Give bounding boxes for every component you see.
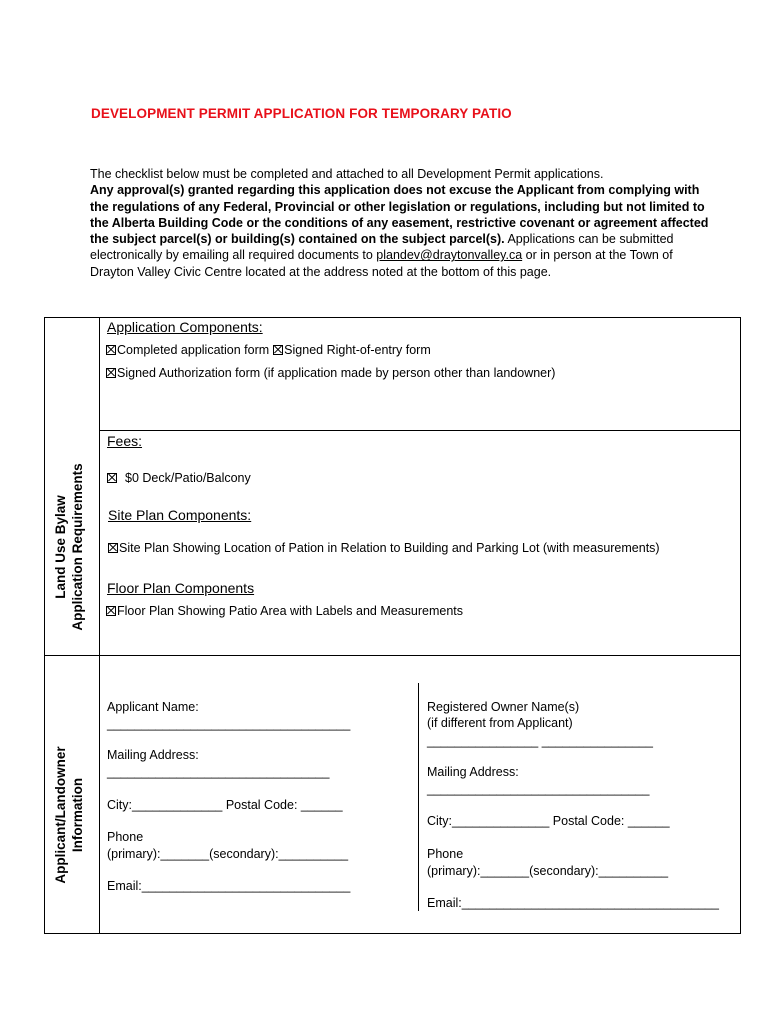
fees-heading: Fees: [107, 433, 143, 449]
table-divider-owner [418, 683, 419, 911]
site-plan-heading: Site Plan Components: [108, 507, 252, 523]
owner-name-field[interactable]: ________________ ________________ [427, 734, 653, 748]
floor-plan-heading: Floor Plan Components [107, 580, 255, 596]
email-link[interactable]: plandev@draytonvalley.ca [376, 248, 523, 263]
checked-box-icon[interactable] [106, 606, 116, 616]
applicant-name-field[interactable]: ___________________________________ [107, 717, 351, 731]
table-divider-components [99, 430, 741, 431]
applicant-city-postal-field[interactable]: City:_____________ Postal Code: ______ [107, 798, 343, 812]
checked-box-icon[interactable] [107, 473, 117, 483]
checklist-item[interactable]: Completed application form Signed Right-of-entry form [106, 343, 431, 357]
owner-name-label: Registered Owner Name(s) [427, 700, 580, 714]
checked-box-icon[interactable] [106, 368, 116, 378]
applicant-email-field[interactable]: Email:______________________________ [107, 879, 351, 893]
page-title: DEVELOPMENT PERMIT APPLICATION FOR TEMPORARY PATIO [91, 106, 512, 121]
intro-address-text: or in person at the Town of Drayton Valley Civic Centre located at the address noted at the bottom of this page. [90, 248, 673, 279]
checklist-item[interactable]: Site Plan Showing Location of Pation in Relation to Building and Parking Lot (with measurements) [108, 541, 660, 555]
intro-submission-text: Applications can be submitted electronically by emailing all required documents to [90, 232, 674, 263]
checklist-item[interactable]: Signed Authorization form (if application made by person other than landowner) [106, 366, 555, 380]
intro-line: The checklist below must be completed and attached to all Development Permit applications. [90, 167, 604, 181]
requirements-table [44, 317, 741, 934]
owner-city-postal-field[interactable]: City:______________ Postal Code: ______ [427, 814, 670, 828]
checked-box-icon[interactable] [106, 345, 116, 355]
side-label-applicant: Applicant/Landowner Information [53, 746, 85, 884]
intro-disclaimer: Any approval(s) granted regarding this application does not excuse the Applicant from complying with the regulations of any Federal, Provincial or other legislation or regulations, including but not limited to the Alberta Building Code or the conditions of any easement, restrictive covenant or agreement affected the subject parcel(s) or building(s) contained on the subject parcel(s). [90, 183, 709, 247]
owner-mailing-label: Mailing Address: [427, 765, 519, 779]
application-components-heading: Application Components: [107, 319, 263, 335]
owner-mailing-field[interactable]: ________________________________ [427, 782, 650, 796]
checked-box-icon[interactable] [273, 345, 283, 355]
checklist-item[interactable]: Floor Plan Showing Patio Area with Labels and Measurements [106, 604, 463, 618]
applicant-mailing-field[interactable]: ________________________________ [107, 765, 330, 779]
applicant-phone-label: Phone [107, 830, 144, 844]
checklist-item[interactable]: $0 Deck/Patio/Balcony [107, 471, 251, 485]
owner-email-field[interactable]: Email:_____________________________________ [427, 896, 719, 910]
applicant-mailing-label: Mailing Address: [107, 748, 199, 762]
owner-phone-label: Phone [427, 847, 464, 861]
owner-name-sublabel: (if different from Applicant) [427, 716, 573, 730]
table-divider-vertical [99, 317, 100, 934]
side-label-requirements: Land Use Bylaw Application Requirements [53, 463, 85, 631]
applicant-phone-field[interactable]: (primary):_______(secondary):__________ [107, 847, 349, 861]
applicant-name-label: Applicant Name: [107, 700, 199, 714]
intro-paragraph [90, 166, 710, 280]
owner-phone-field[interactable]: (primary):_______(secondary):__________ [427, 864, 669, 878]
table-divider-applicant [44, 655, 741, 656]
checked-box-icon[interactable] [108, 543, 118, 553]
